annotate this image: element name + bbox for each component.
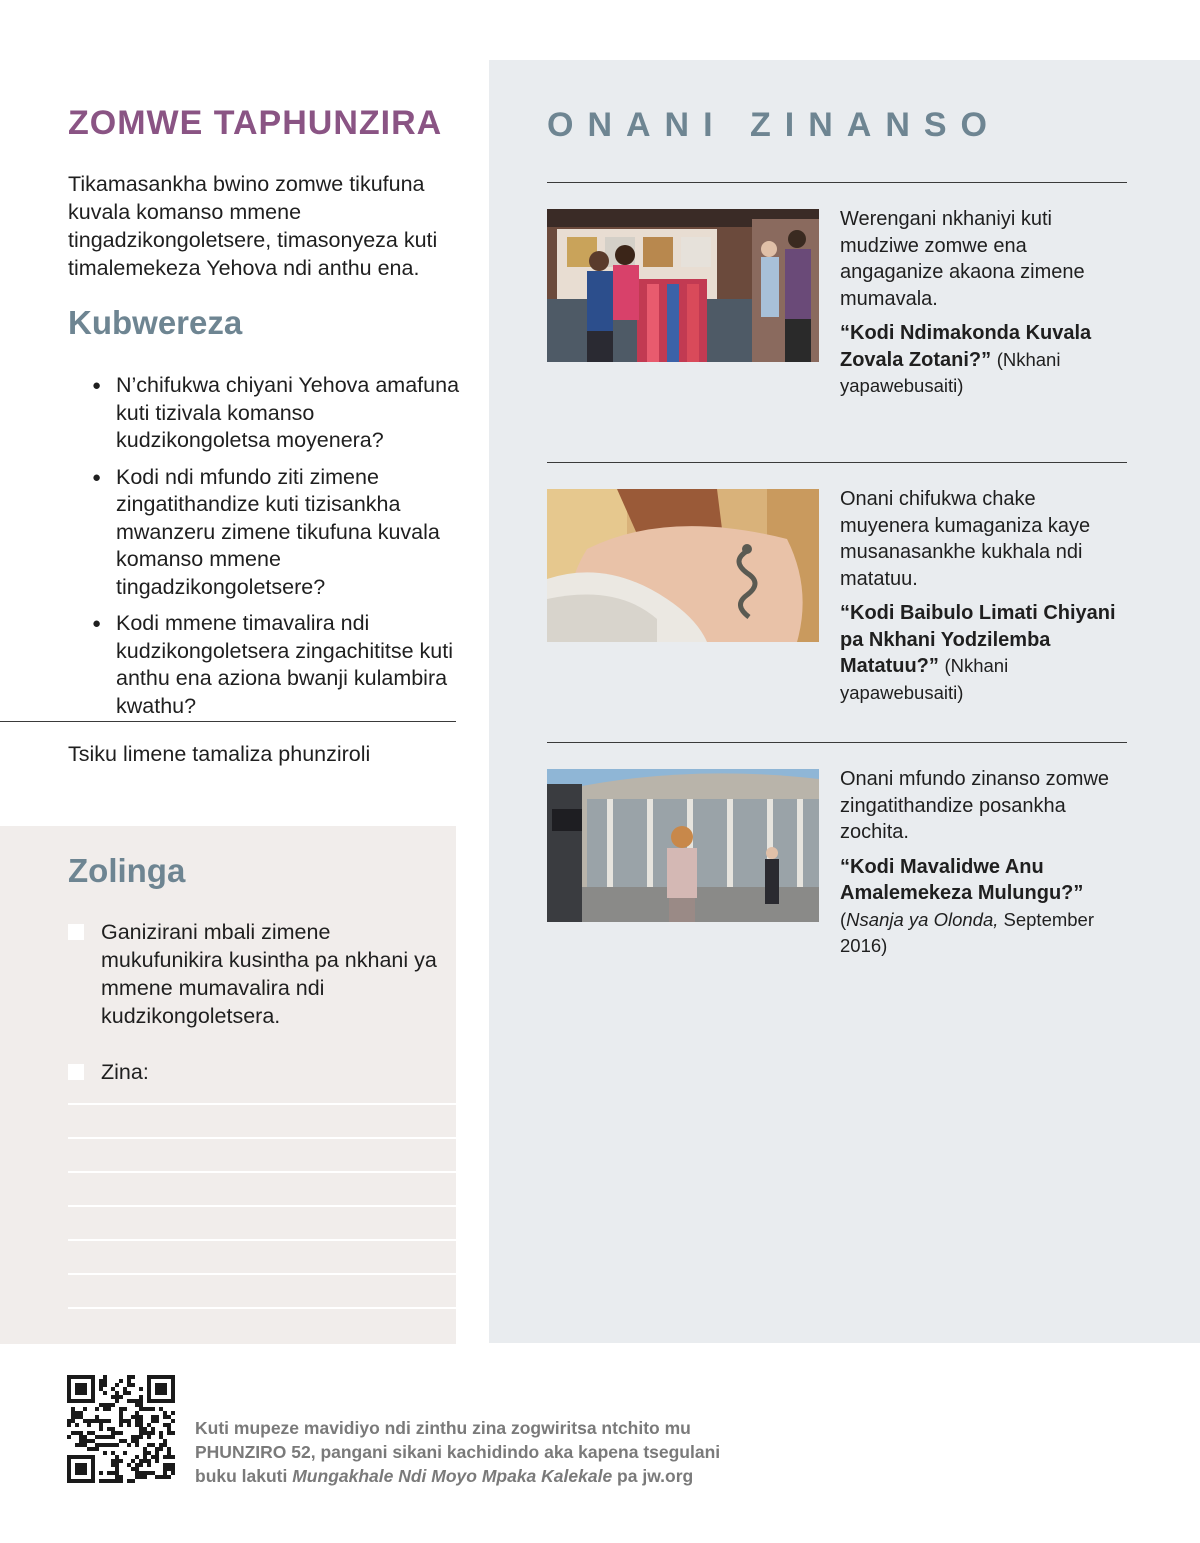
explore-description: Werengani nkhaniyi kuti mudziwe zomwe ena angaganize akaona zimene mumavala. [840,208,1085,310]
article-source: (Nsanja ya Olonda, September 2016) [840,908,1095,956]
writing-line[interactable] [68,1205,456,1207]
footer-text: Kuti mupeze mavidiyo ndi zinthu zina zogwiritsa ntchito mu PHUNZIRO 52, pangani sikani kachidindo aka kapena tsegulani buku lakuti Mungakhale Ndi Moyo Mpaka Kalekale pa jw.org [195,1418,721,1486]
explore-description: Onani mfundo zinanso zomwe zingatithandize posankha zochita. [840,768,1110,843]
goal-item [68,918,438,1030]
writing-line[interactable] [68,1239,456,1241]
goal-item [68,1058,438,1086]
goals-heading: Zolinga [68,852,186,889]
divider [547,182,1127,183]
writing-line[interactable] [68,1171,456,1173]
article-link[interactable]: “Kodi Mavalidwe Anu Amalemekeza Mulungu?” (Nsanja ya Olonda, September 2016) [840,855,1095,956]
review-heading: Kubwereza [68,304,243,341]
article-link[interactable]: “Kodi Baibulo Limati Chiyani pa Nkhani Yodzilemba Matatuu?” (Nkhani yapawebusaiti) [840,602,1116,703]
explore-item [840,206,1130,400]
writing-line[interactable] [68,1103,456,1105]
writing-line[interactable] [68,1137,456,1139]
article-source: (Nkhani yapawebusaiti) [840,348,1061,396]
tattoo-illustration [547,489,819,642]
bullet-icon: ● [92,615,102,632]
goal-text: Zina: [101,1060,149,1084]
goal-text: Ganizirani mbali zimene mukufunikira kusintha pa nkhani ya mmene mumavalira ndi kudzikongoletsera. [101,920,437,1028]
completion-date-label: Tsiku limene tamaliza phunziroli [68,742,371,766]
article-source: (Nkhani yapawebusaiti) [840,655,1009,703]
divider [547,462,1127,463]
explore-panel [489,60,1200,1343]
article-link[interactable]: “Kodi Ndimakonda Kuvala Zovala Zotani?” (Nkhani yapawebusaiti) [840,322,1092,396]
review-question-list [92,372,462,729]
qr-code-icon[interactable] [67,1375,175,1483]
explore-title: ONANI ZINANSO [547,106,1001,144]
divider [0,721,456,722]
writing-line[interactable] [68,1307,456,1309]
bullet-icon: ● [92,377,102,394]
clothing-store-illustration [547,209,819,362]
checkbox[interactable] [68,924,84,940]
qr-code-graphic [67,1375,175,1483]
explore-item [840,766,1130,960]
summary-title: ZOMWE TAPHUNZIRA [68,104,443,142]
stadium-reporter-photo[interactable] [547,769,819,922]
review-question: ● Kodi ndi mfundo ziti zimene zingatithandize kuti tizisankha mwanzeru zimene tikufuna kuvala komanso mmene tingadzikongoletsere? [92,464,440,599]
review-question: ● Kodi mmene timavalira ndi kudzikongoletsera zingachititse kuti anthu ena aziona bwanji kulambira kwathu? [92,611,454,718]
shoulder-tattoo-photo[interactable] [547,489,819,642]
summary-text: Tikamasankha bwino zomwe tikufuna kuvala komanso mmene tingadzikongoletsere, timasonyeza kuti timalemekeza Yehova ndi anthu ena. [68,172,438,280]
explore-description: Onani chifukwa chake muyenera kumaganiza kaye musanasankhe kukhala ndi matatuu. [840,488,1091,590]
bullet-icon: ● [92,468,102,486]
writing-line[interactable] [68,1273,456,1275]
checkbox[interactable] [68,1064,84,1080]
explore-item [840,486,1130,706]
stadium-illustration [547,769,819,922]
divider [547,742,1127,743]
clothing-store-photo[interactable] [547,209,819,362]
goals-panel [0,826,456,1344]
book-title: Mungakhale Ndi Moyo Mpaka Kalekale [292,1466,613,1486]
review-question: ● N’chifukwa chiyani Yehova amafuna kuti tizivala komanso kudzikongoletsa moyenera? [92,373,460,452]
